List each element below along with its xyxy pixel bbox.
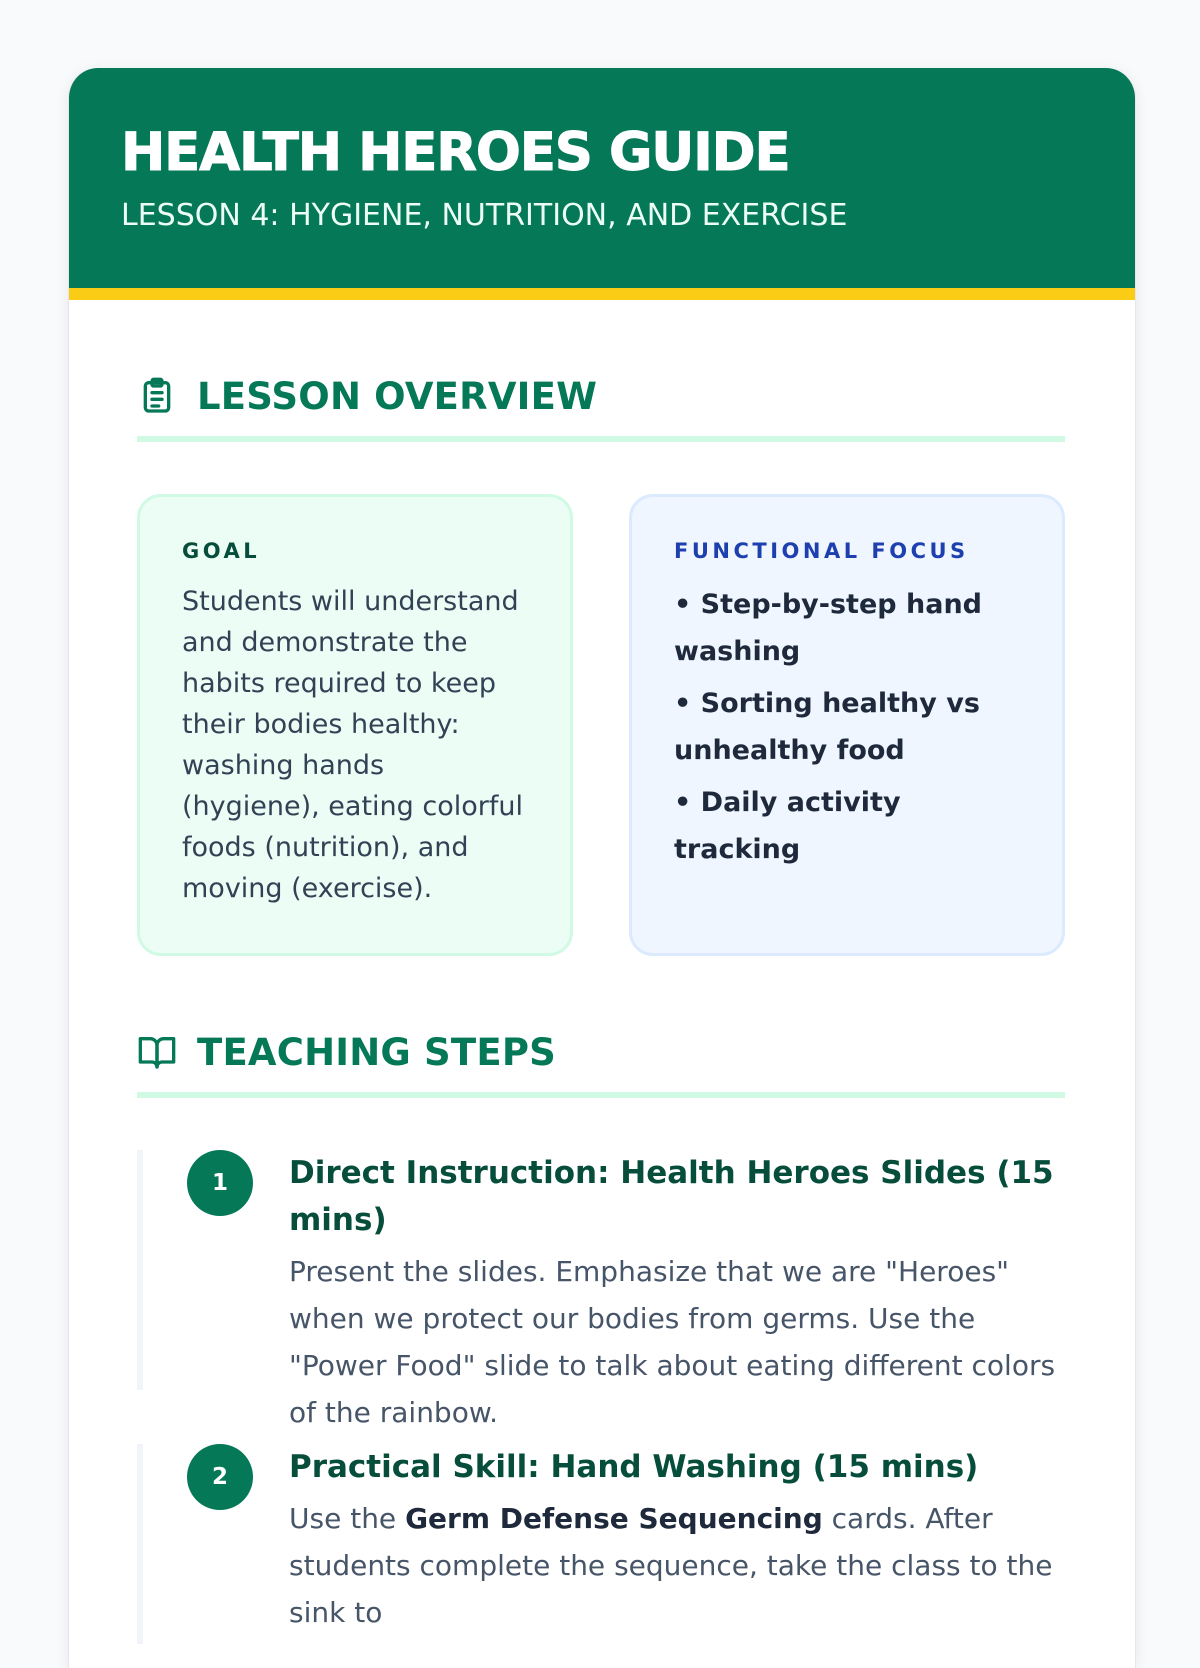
teaching-steps-heading — [137, 1012, 1065, 1098]
lesson-subtitle: LESSON 4: HYGIENE, NUTRITION, AND EXERCISE — [121, 198, 848, 234]
functional-focus-label: FUNCTIONAL FOCUS — [674, 539, 969, 563]
guide-header — [69, 68, 1135, 300]
step-number-badge: 1 — [187, 1150, 253, 1216]
teaching-steps-title: TEACHING STEPS — [197, 1030, 556, 1074]
step-title: Practical Skill: Hand Washing (15 mins) — [289, 1449, 979, 1485]
focus-item: • Step-by-step hand washing — [674, 589, 982, 667]
lesson-guide-card — [68, 68, 1136, 1668]
lesson-overview-title: LESSON OVERVIEW — [197, 374, 598, 418]
teaching-step-2 — [137, 1444, 1065, 1644]
step-number-badge: 2 — [187, 1444, 253, 1510]
germ-defense-cards-link-text: Germ Defense Sequencing — [405, 1502, 823, 1535]
step-description: Present the slides. Emphasize that we are "Heroes" when we protect our bodies from germs. Use the "Power Food" slide to talk about eating different colors of the rainbow. — [289, 1255, 1056, 1429]
book-open-icon — [137, 1032, 177, 1072]
clipboard-icon — [137, 376, 177, 416]
functional-focus-box — [629, 494, 1065, 956]
goal-text: Students will understand and demonstrate the habits required to keep their bodies healthy: washing hands (hygiene), eating colorful foods (nutrition), and moving (exercise). — [182, 586, 523, 904]
goal-label: GOAL — [182, 539, 261, 563]
step-title: Direct Instruction: Health Heroes Slides (15 mins) — [289, 1155, 1054, 1238]
focus-item: • Daily activity tracking — [674, 787, 901, 865]
step-description-text: Use the — [289, 1502, 406, 1535]
goal-box — [137, 494, 573, 956]
focus-item: • Sorting healthy vs unhealthy food — [674, 688, 980, 766]
page-title: HEALTH HEROES GUIDE — [121, 122, 790, 183]
lesson-overview-heading — [137, 356, 1065, 442]
teaching-step-1 — [137, 1150, 1065, 1429]
step-description — [289, 1495, 1065, 1636]
step-description-text: cards. After students complete the sequence, take the class to the sink to — [289, 1502, 1053, 1629]
